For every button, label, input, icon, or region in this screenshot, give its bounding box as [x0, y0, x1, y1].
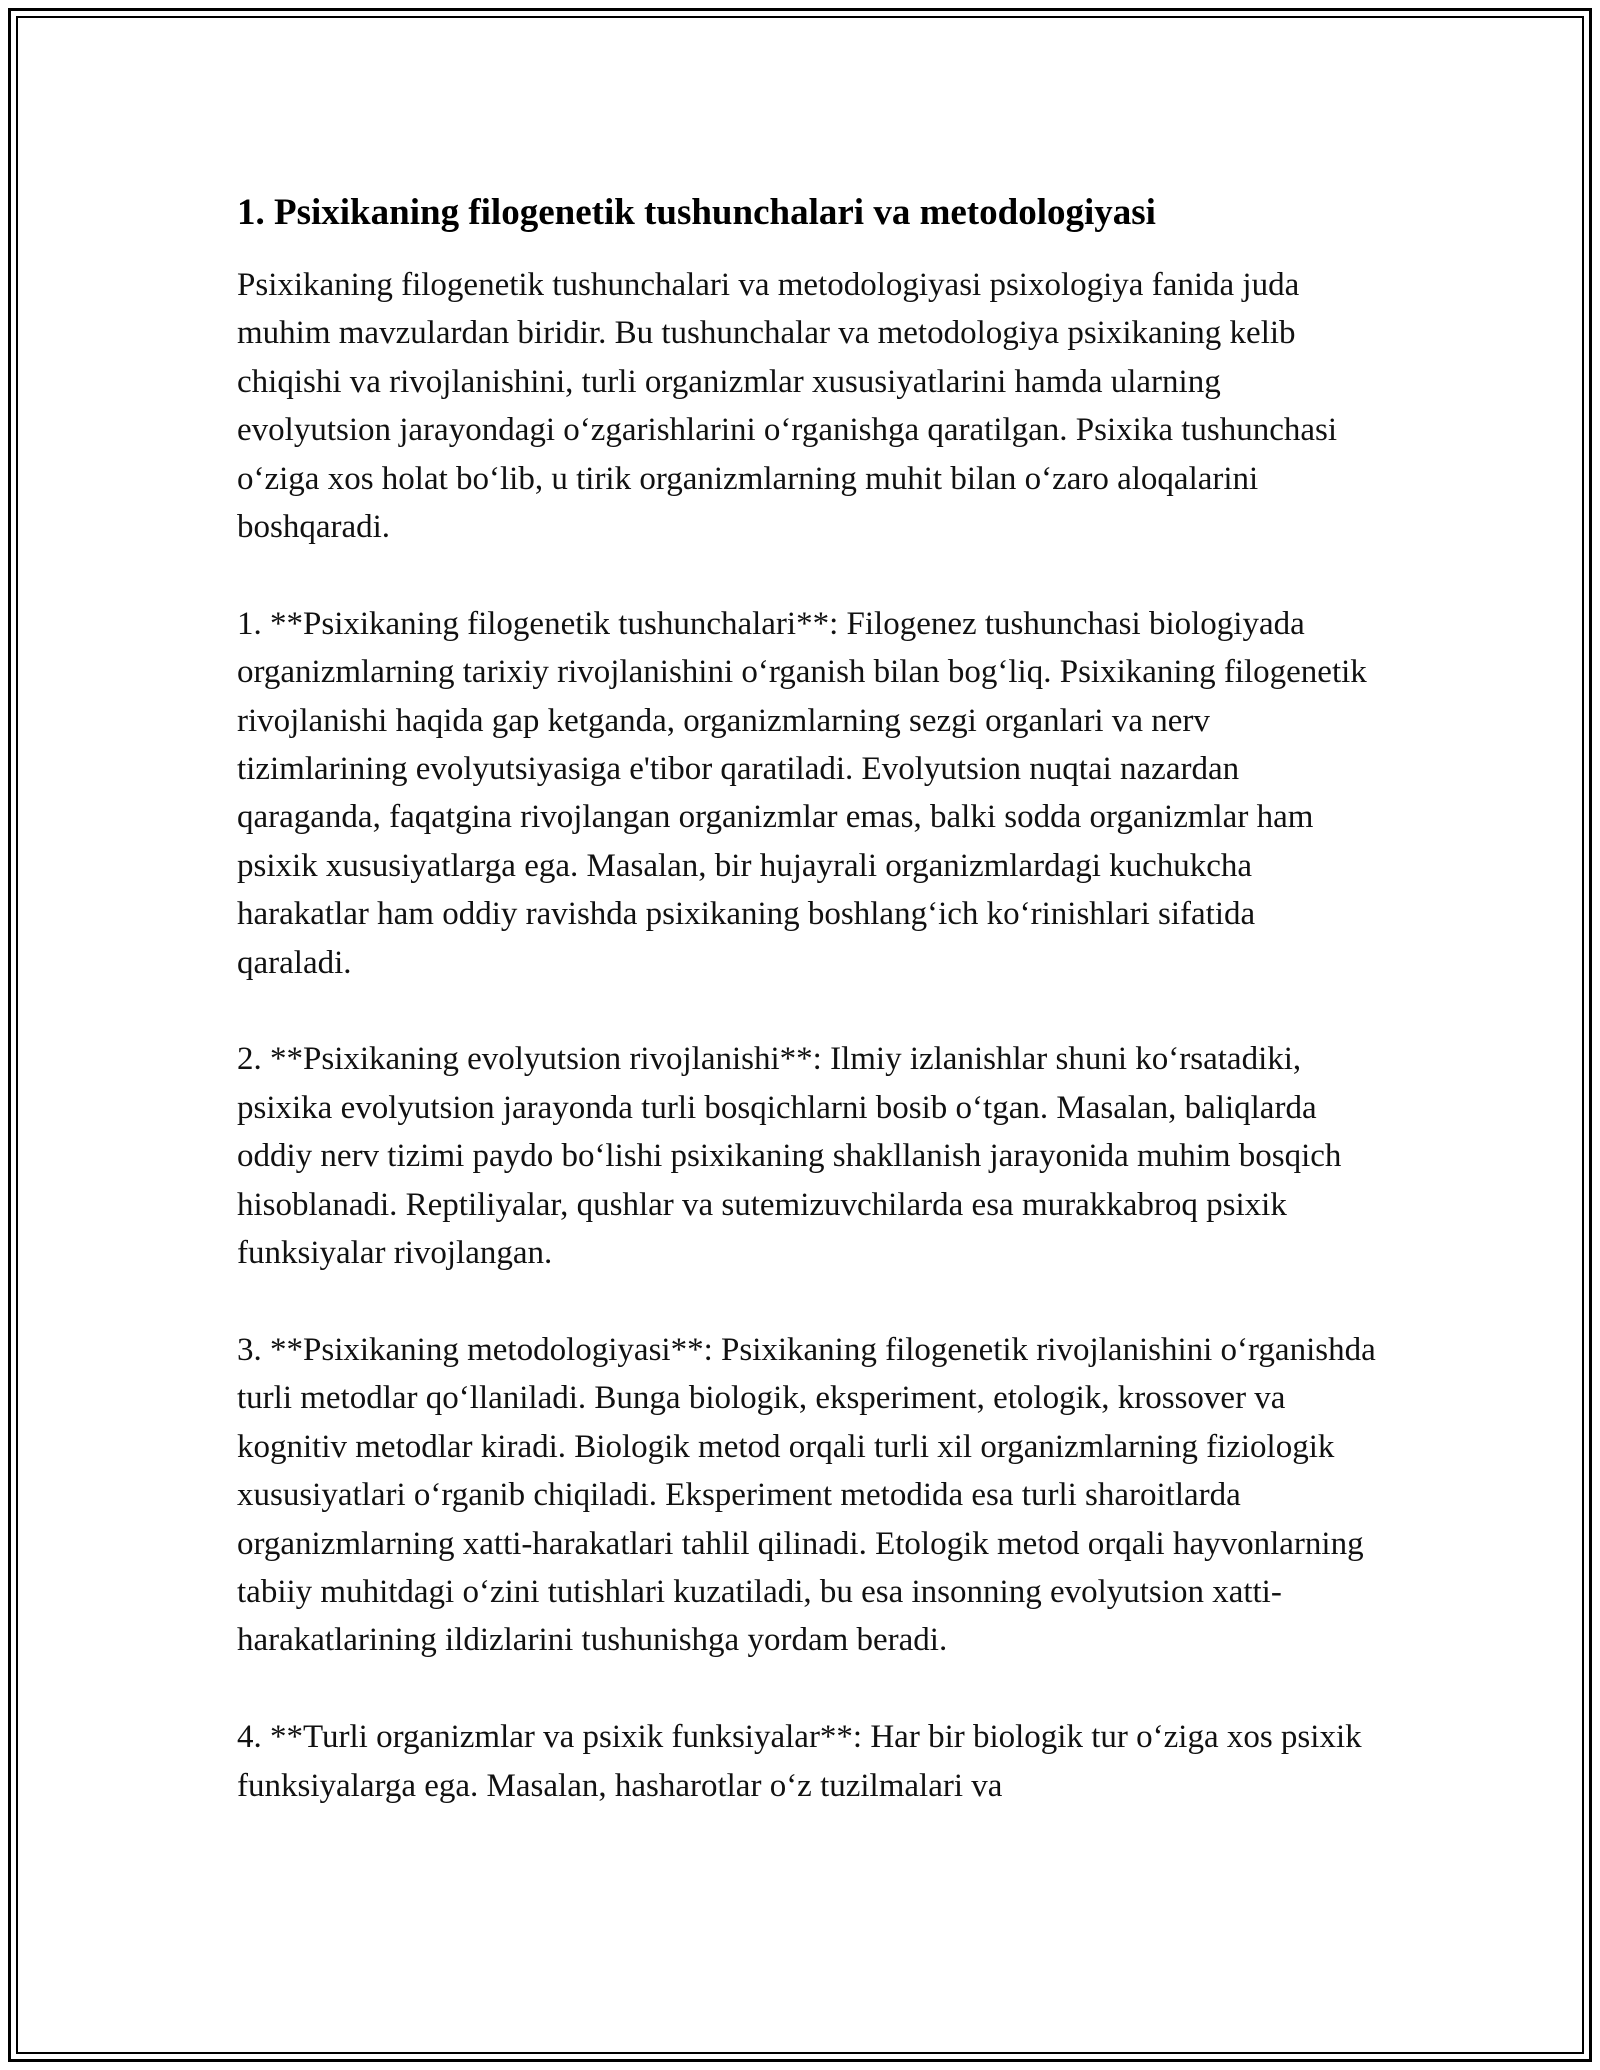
paragraph-filogenetik-tushunchalar: 1. **Psixikaning filogenetik tushunchalari**: Filogenez tushunchasi biologiyada organizmlarning tarixiy rivojlanishini oʻrganish bilan bogʻliq. Psixikaning filogenetik rivojlanishi haqida gap ketganda, organizmlarning sezgi organlari va nerv tizimlarining evolyutsiyasiga e'tibor qaratiladi. Evolyutsion nuqtai nazardan qaraganda, faqatgina rivojlangan organizmlar emas, balki sodda organizmlar ham psixik xususiyatlarga ega. Masalan, bir hujayrali organizmlardagi kuchukcha harakatlar ham oddiy ravishda psixikaning boshlangʻich koʻrinishlari sifatida qaraladi. — [237, 605, 1367, 981]
paragraph-metodologiya: 3. **Psixikaning metodologiyasi**: Psixikaning filogenetik rivojlanishini oʻrganishda turli metodlar qoʻllaniladi. Bunga biologik, eksperiment, etologik, krossover va kognitiv metodlar kiradi. Biologik metod orqali turli xil organizmlarning fiziologik xususiyatlari oʻrganib chiqiladi. Eksperiment metodida esa turli sharoitlarda organizmlarning xatti-harakatlari tahlil qilinadi. Etologik metod orqali hayvonlarning tabiiy muhitdagi oʻzini tutishlari kuzatiladi, bu esa insonning evolyutsion xatti-harakatlarining ildizlarini tushunishga yordam beradi. — [237, 1331, 1376, 1659]
paragraph-evolyutsion-rivojlanish: 2. **Psixikaning evolyutsion rivojlanishi**: Ilmiy izlanishlar shuni koʻrsatadiki, psixika evolyutsion jarayonda turli bosqichlarni bosib oʻtgan. Masalan, baliqlarda oddiy nerv tizimi paydo boʻlishi psixikaning shakllanish jarayonida muhim bosqich hisoblanadi. Reptiliyalar, qushlar va sutemizuvchilarda esa murakkabroq psixik funksiyalar rivojlangan. — [237, 1041, 1342, 1272]
intro-paragraph: Psixikaning filogenetik tushunchalari va metodologiyasi psixologiya fanida juda muhim mavzulardan biridir. Bu tushunchalar va metodologiya psixikaning kelib chiqishi va rivojlanishini, turli organizmlar xususiyatlarini hamda ularning evolyutsion jarayondagi oʻzgarishlarini oʻrganishga qaratilgan. Psixika tushunchasi oʻziga xos holat boʻlib, u tirik organizmlarning muhit bilan oʻzaro aloqalarini boshqaradi. — [237, 267, 1338, 546]
document-content — [237, 189, 1377, 1858]
paragraph-organizmlar-funksiyalar: 4. **Turli organizmlar va psixik funksiyalar**: Har bir biologik tur oʻziga xos psixik funksiyalarga ega. Masalan, hasharotlar oʻz tuzilmalari va — [237, 1719, 1362, 1804]
section-title: 1. Psixikaning filogenetik tushunchalari va metodologiyasi — [237, 192, 1156, 233]
document-page — [8, 8, 1592, 2062]
